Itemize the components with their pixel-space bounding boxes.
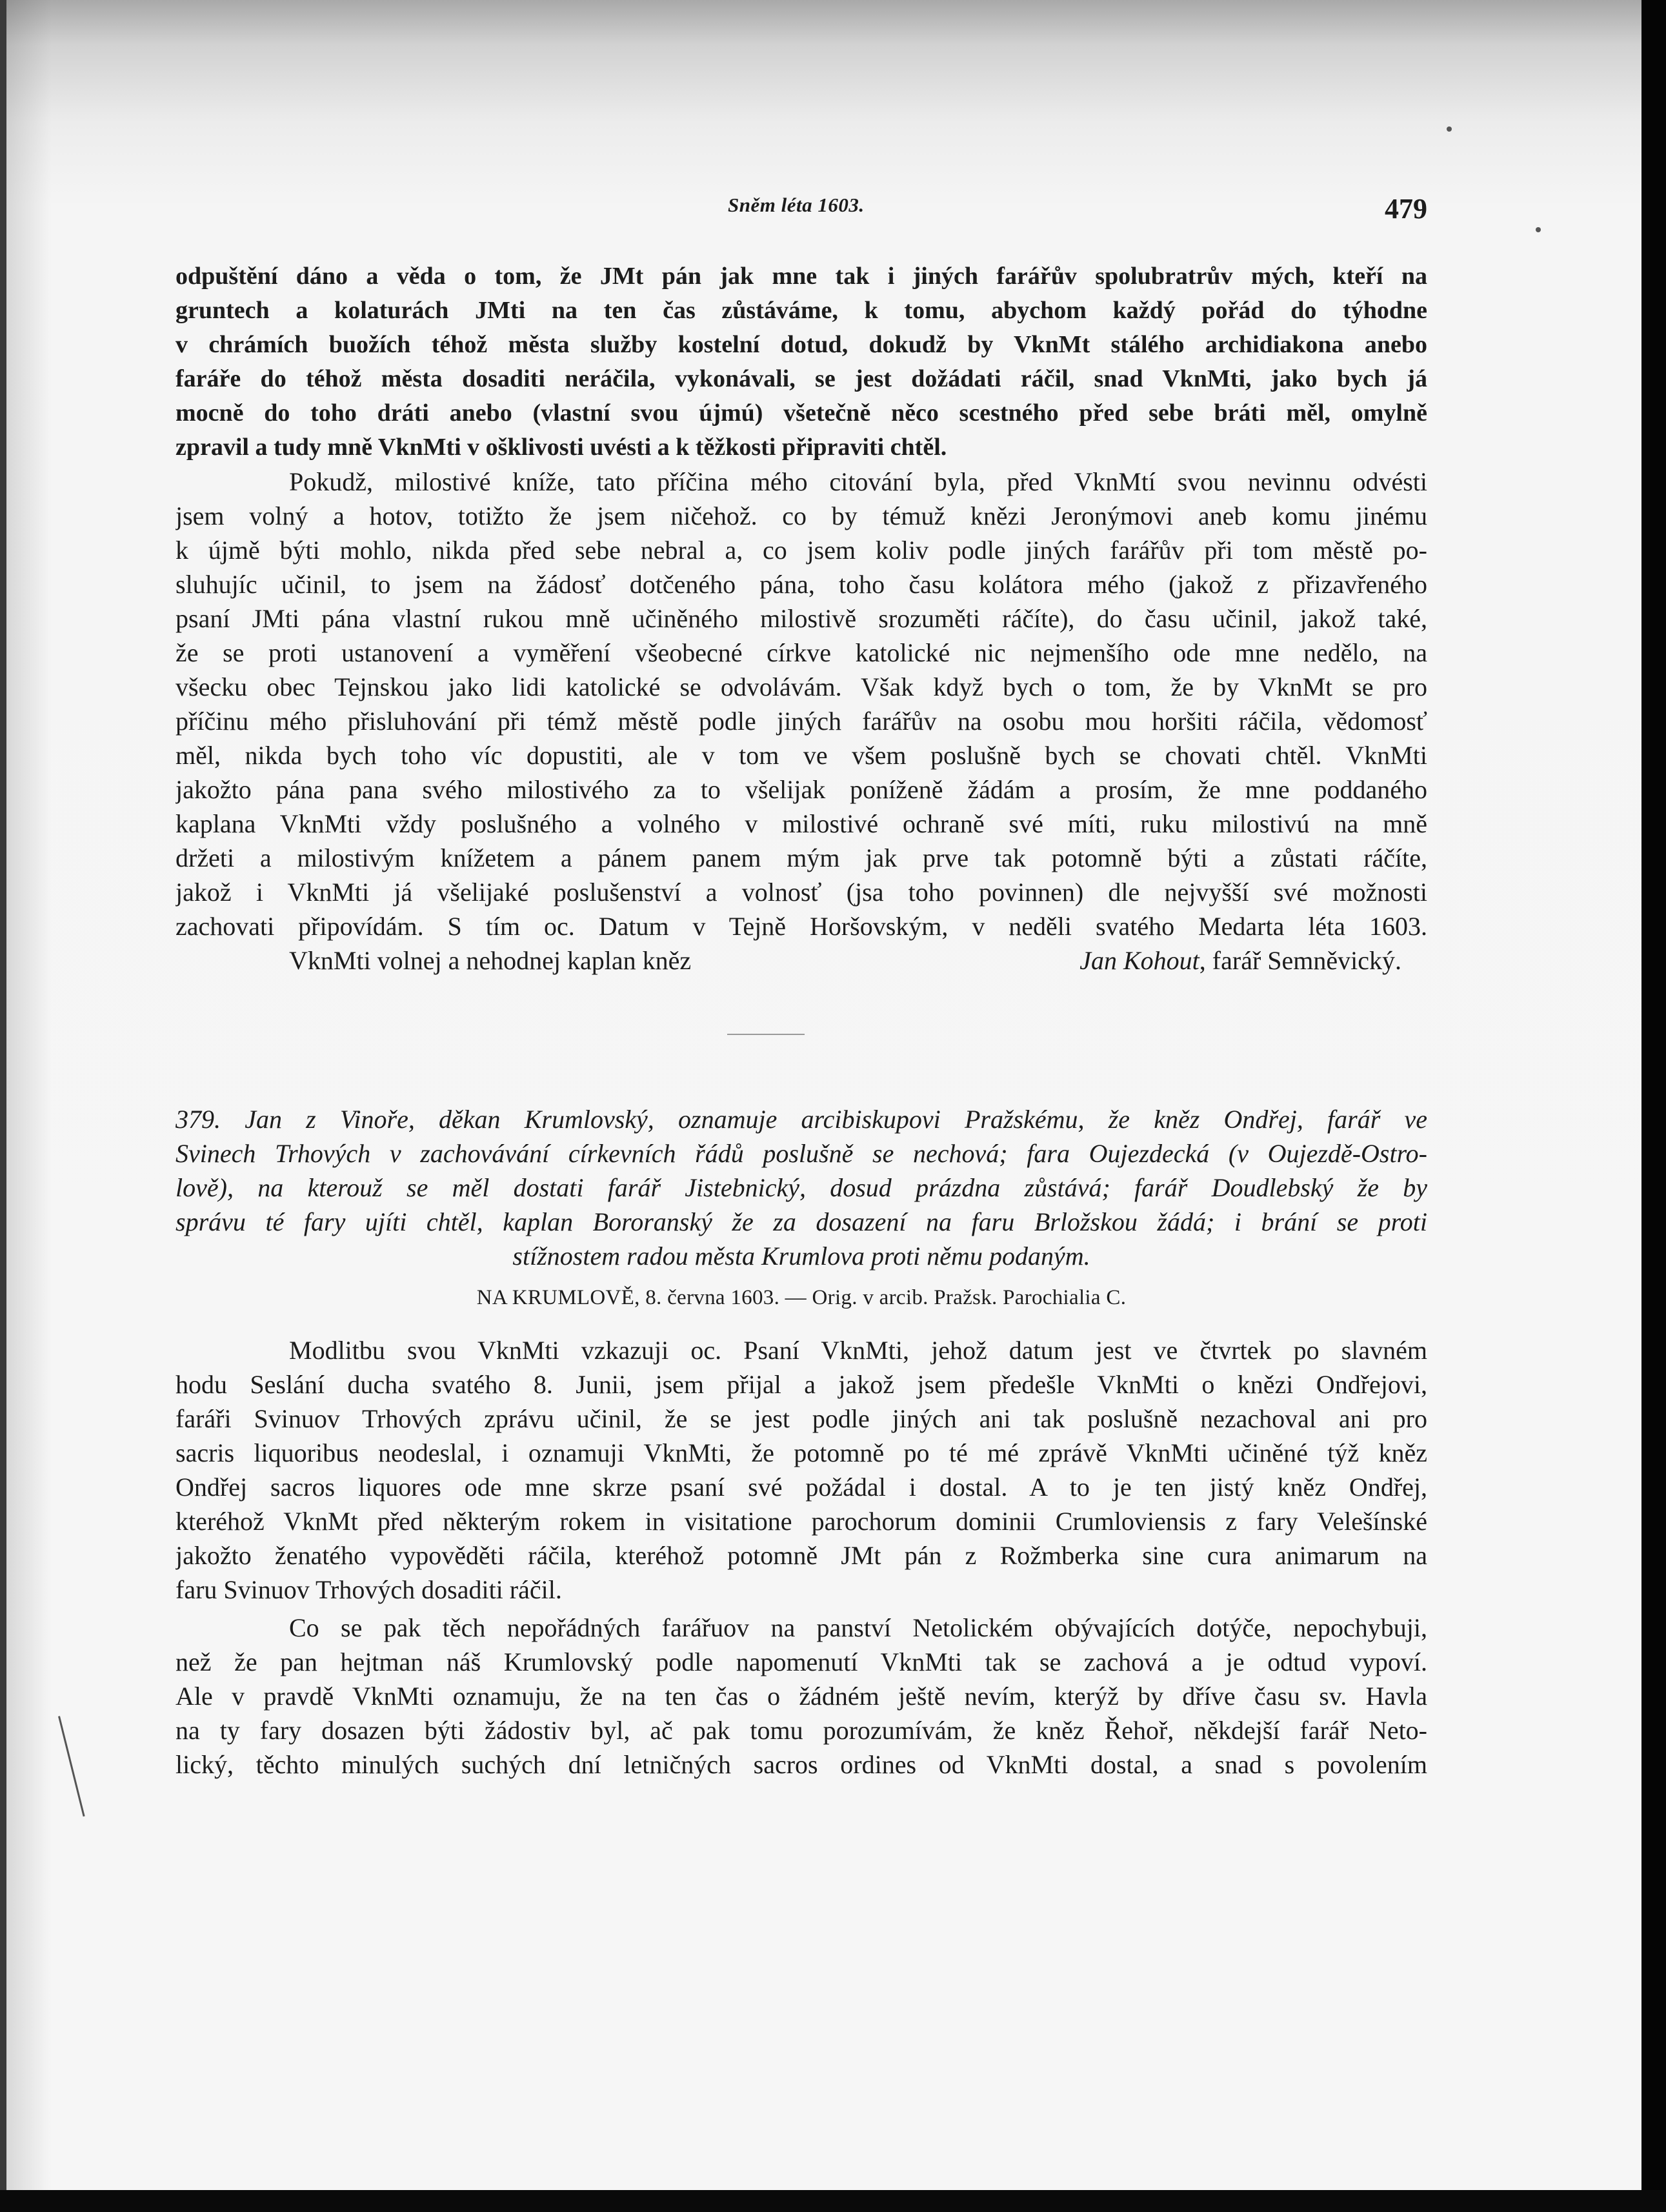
text-line: gruntech a kolaturách JMti na ten čas zůstáváme, k tomu, abychom každý pořád do týhodne bbox=[176, 297, 1427, 324]
signature-title: , farář Semněvický. bbox=[1199, 946, 1401, 975]
text-line: Modlitbu svou VknMti vzkazuji oc. Psaní VknMti, jehož datum jest ve čtvrtek po slavném bbox=[289, 1336, 1427, 1365]
text-line: Ale v pravdě VknMti oznamuju, že na ten čas o žádném ještě nevím, kterýž by dříve času sv. Havla bbox=[176, 1682, 1427, 1711]
text-line: na ty fary dosazen býti žádostiv byl, ač pak tomu porozumívám, že kněz Řehoř, někdejší farář Neto- bbox=[176, 1716, 1427, 1745]
page-number: 479 bbox=[1385, 193, 1427, 225]
text-line: příčinu mého přisluhování při témž městě podle jiných farářův na osobu mou horšiti ráčila, vědomosť bbox=[176, 707, 1427, 736]
text-line: měl, nikda bych toho víc dopustiti, ale v tom ve všem poslušně bych se chovati chtěl. VknMti bbox=[176, 741, 1427, 770]
text-line: Ondřej sacros liquores ode mne skrze psaní své požádal i dostal. A to je ten jistý kněz Ondřej, bbox=[176, 1473, 1427, 1502]
summary-line: stížnostem radou města Krumlova proti němu podaným. bbox=[512, 1242, 1090, 1271]
scan-frame-right bbox=[1641, 0, 1666, 2212]
summary-line: správu té fary ujíti chtěl, kaplan Bororanský že za dosazení na faru Brložskou žádá; i brání se proti bbox=[176, 1207, 1427, 1236]
text-line: psaní JMti pána vlastní rukou mně učiněného milostivě srozuměti ráčíte), do času učinil, jakož také, bbox=[176, 604, 1427, 633]
scan-speck bbox=[1536, 227, 1541, 232]
text-line: hodu Seslání ducha svatého 8. Junii, jsem přijal a jakož jsem předešle VknMti o knězi Ondřejovi, bbox=[176, 1370, 1427, 1399]
book-page bbox=[6, 0, 1641, 2190]
text-line: k újmě býti mohlo, nikda před sebe nebral a, co jsem koliv podle jiných farářův při tom městě po- bbox=[176, 536, 1427, 565]
document-379-summary bbox=[176, 1102, 1427, 1273]
text-line: sluhujíc učinil, to jsem na žádosť dotčeného pána, toho času kolátora mého (jakož z přizavřeného bbox=[176, 570, 1427, 599]
document-379-paragraph-1 bbox=[176, 1333, 1427, 1607]
text-line: jsem volný a hotov, totižto že jsem ničehož. co by témuž knězi Jeronýmovi aneb komu jinému bbox=[176, 501, 1427, 530]
summary-line: 379. Jan z Vinoře, děkan Krumlovský, oznamuje arcibiskupovi Pražskému, že kněz Ondřej, farář ve bbox=[176, 1105, 1427, 1134]
text-line: faru Svinuov Trhových dosaditi ráčil. bbox=[176, 1575, 562, 1604]
text-line: jakožto ženatého vypověděti ráčila, kteréhož potomně JMt pán z Rožmberka sine cura animarum na bbox=[176, 1541, 1427, 1570]
text-line: že se proti ustanovení a vyměření všeobecné církve katolické nic nejmenšího ode mne nedělo, na bbox=[176, 638, 1427, 667]
letter-continuation-paragraph bbox=[176, 259, 1427, 465]
running-head bbox=[176, 194, 1427, 226]
text-line: sacris liquoribus neodeslal, i oznamuji VknMti, že potomně po té mé zprávě VknMti učiněné týž kněz bbox=[176, 1438, 1427, 1467]
page-gutter-shadow bbox=[6, 0, 52, 2190]
scan-speck bbox=[1447, 126, 1452, 132]
text-line: držeti a milostivým knížetem a pánem panem mým jak prve tak potomně býti a zůstati ráčíte, bbox=[176, 843, 1427, 872]
text-line: všecku obec Tejnskou jako lidi katolické se odvolávám. Však když bych o tom, že by VknMt se pro bbox=[176, 672, 1427, 701]
letter-signature bbox=[176, 943, 1427, 978]
text-line: jakož i VknMti já všelijaké poslušenství a volnosť (jsa toho povinnen) dle nejvyšší své možnosti bbox=[176, 878, 1427, 907]
text-line: odpuštění dáno a věda o tom, že JMt pán jak mne tak i jiných farářův spolubratrův mých, kteří na bbox=[176, 263, 1427, 290]
text-line: Pokudž, milostivé kníže, tato příčina mého citování byla, před VknMtí svou nevinnu odvésti bbox=[289, 467, 1427, 496]
text-line: faráři Svinuov Trhových zprávu učinil, že se jest podle jiných ani tak poslušně nezachoval ani pro bbox=[176, 1404, 1427, 1433]
letter-second-paragraph bbox=[176, 465, 1427, 978]
text-line: než že pan hejtman náš Krumlovský podle napomenutí VknMti tak se zachová a je odtud vypoví. bbox=[176, 1647, 1427, 1676]
signature-name: Jan Kohout bbox=[1079, 946, 1199, 975]
text-line: lický, těchto minulých suchých dní letničných sacros ordines od VknMti dostal, a snad s povolením bbox=[176, 1750, 1427, 1779]
document-379-source: NA KRUMLOVĚ, 8. června 1603. — Orig. v arcib. Pražsk. Parochialia C. bbox=[476, 1286, 1127, 1309]
running-head-title: Sněm léta 1603. bbox=[728, 194, 865, 216]
section-divider-rule bbox=[727, 1034, 805, 1035]
text-line: kaplana VknMti vždy poslušného a volného v milostivé ochraně své míti, ruku milostivú na mně bbox=[176, 809, 1427, 838]
signature-author bbox=[1079, 943, 1401, 978]
text-line: faráře do téhož města dosaditi neráčila, vykonávali, se jest dožádati ráčil, snad VknMti, jako bych já bbox=[176, 365, 1427, 392]
summary-line: lově), na kterouž se měl dostati farář Jistebnický, dosud prázdna zůstává; farář Doudlebský že by bbox=[176, 1173, 1427, 1202]
summary-line: Svinech Trhových v zachovávání církevních řádů poslušně se nechová; fara Oujezdecká (v Oujezdě-Ostro- bbox=[176, 1139, 1427, 1168]
text-line: v chrámích buožích téhož města služby kostelní dotud, dokudž by VknMt stálého archidiakona anebo bbox=[176, 331, 1427, 358]
text-line: zachovati připovídám. S tím oc. Datum v Tejně Horšovským, v neděli svatého Medarta léta 1603. bbox=[176, 912, 1427, 941]
document-379-paragraph-2 bbox=[176, 1611, 1427, 1782]
scan-artifact-line bbox=[58, 1716, 85, 1816]
text-line: mocně do toho dráti anebo (vlastní svou újmú) všetečně něco scestného před sebe bráti měl, omylně bbox=[176, 399, 1427, 427]
scan-frame-bottom bbox=[0, 2190, 1666, 2212]
text-line: Co se pak těch nepořádných farářuov na panství Netolickém obývajících dotýče, nepochybuji, bbox=[289, 1613, 1427, 1642]
text-line: kteréhož VknMt před některým rokem in visitatione parochorum dominii Crumloviensis z fary Velešínské bbox=[176, 1507, 1427, 1536]
scan-frame-left bbox=[0, 0, 6, 2212]
text-line: jakožto pána pana svého milostivého za to všelijak poníženě žádám a prosím, že mne poddaného bbox=[176, 775, 1427, 804]
text-line: zpravil a tudy mně VknMti v ošklivosti uvésti a k těžkosti připraviti chtěl. bbox=[176, 434, 947, 461]
signature-closing: VknMti volnej a nehodnej kaplan kněz bbox=[289, 946, 692, 975]
